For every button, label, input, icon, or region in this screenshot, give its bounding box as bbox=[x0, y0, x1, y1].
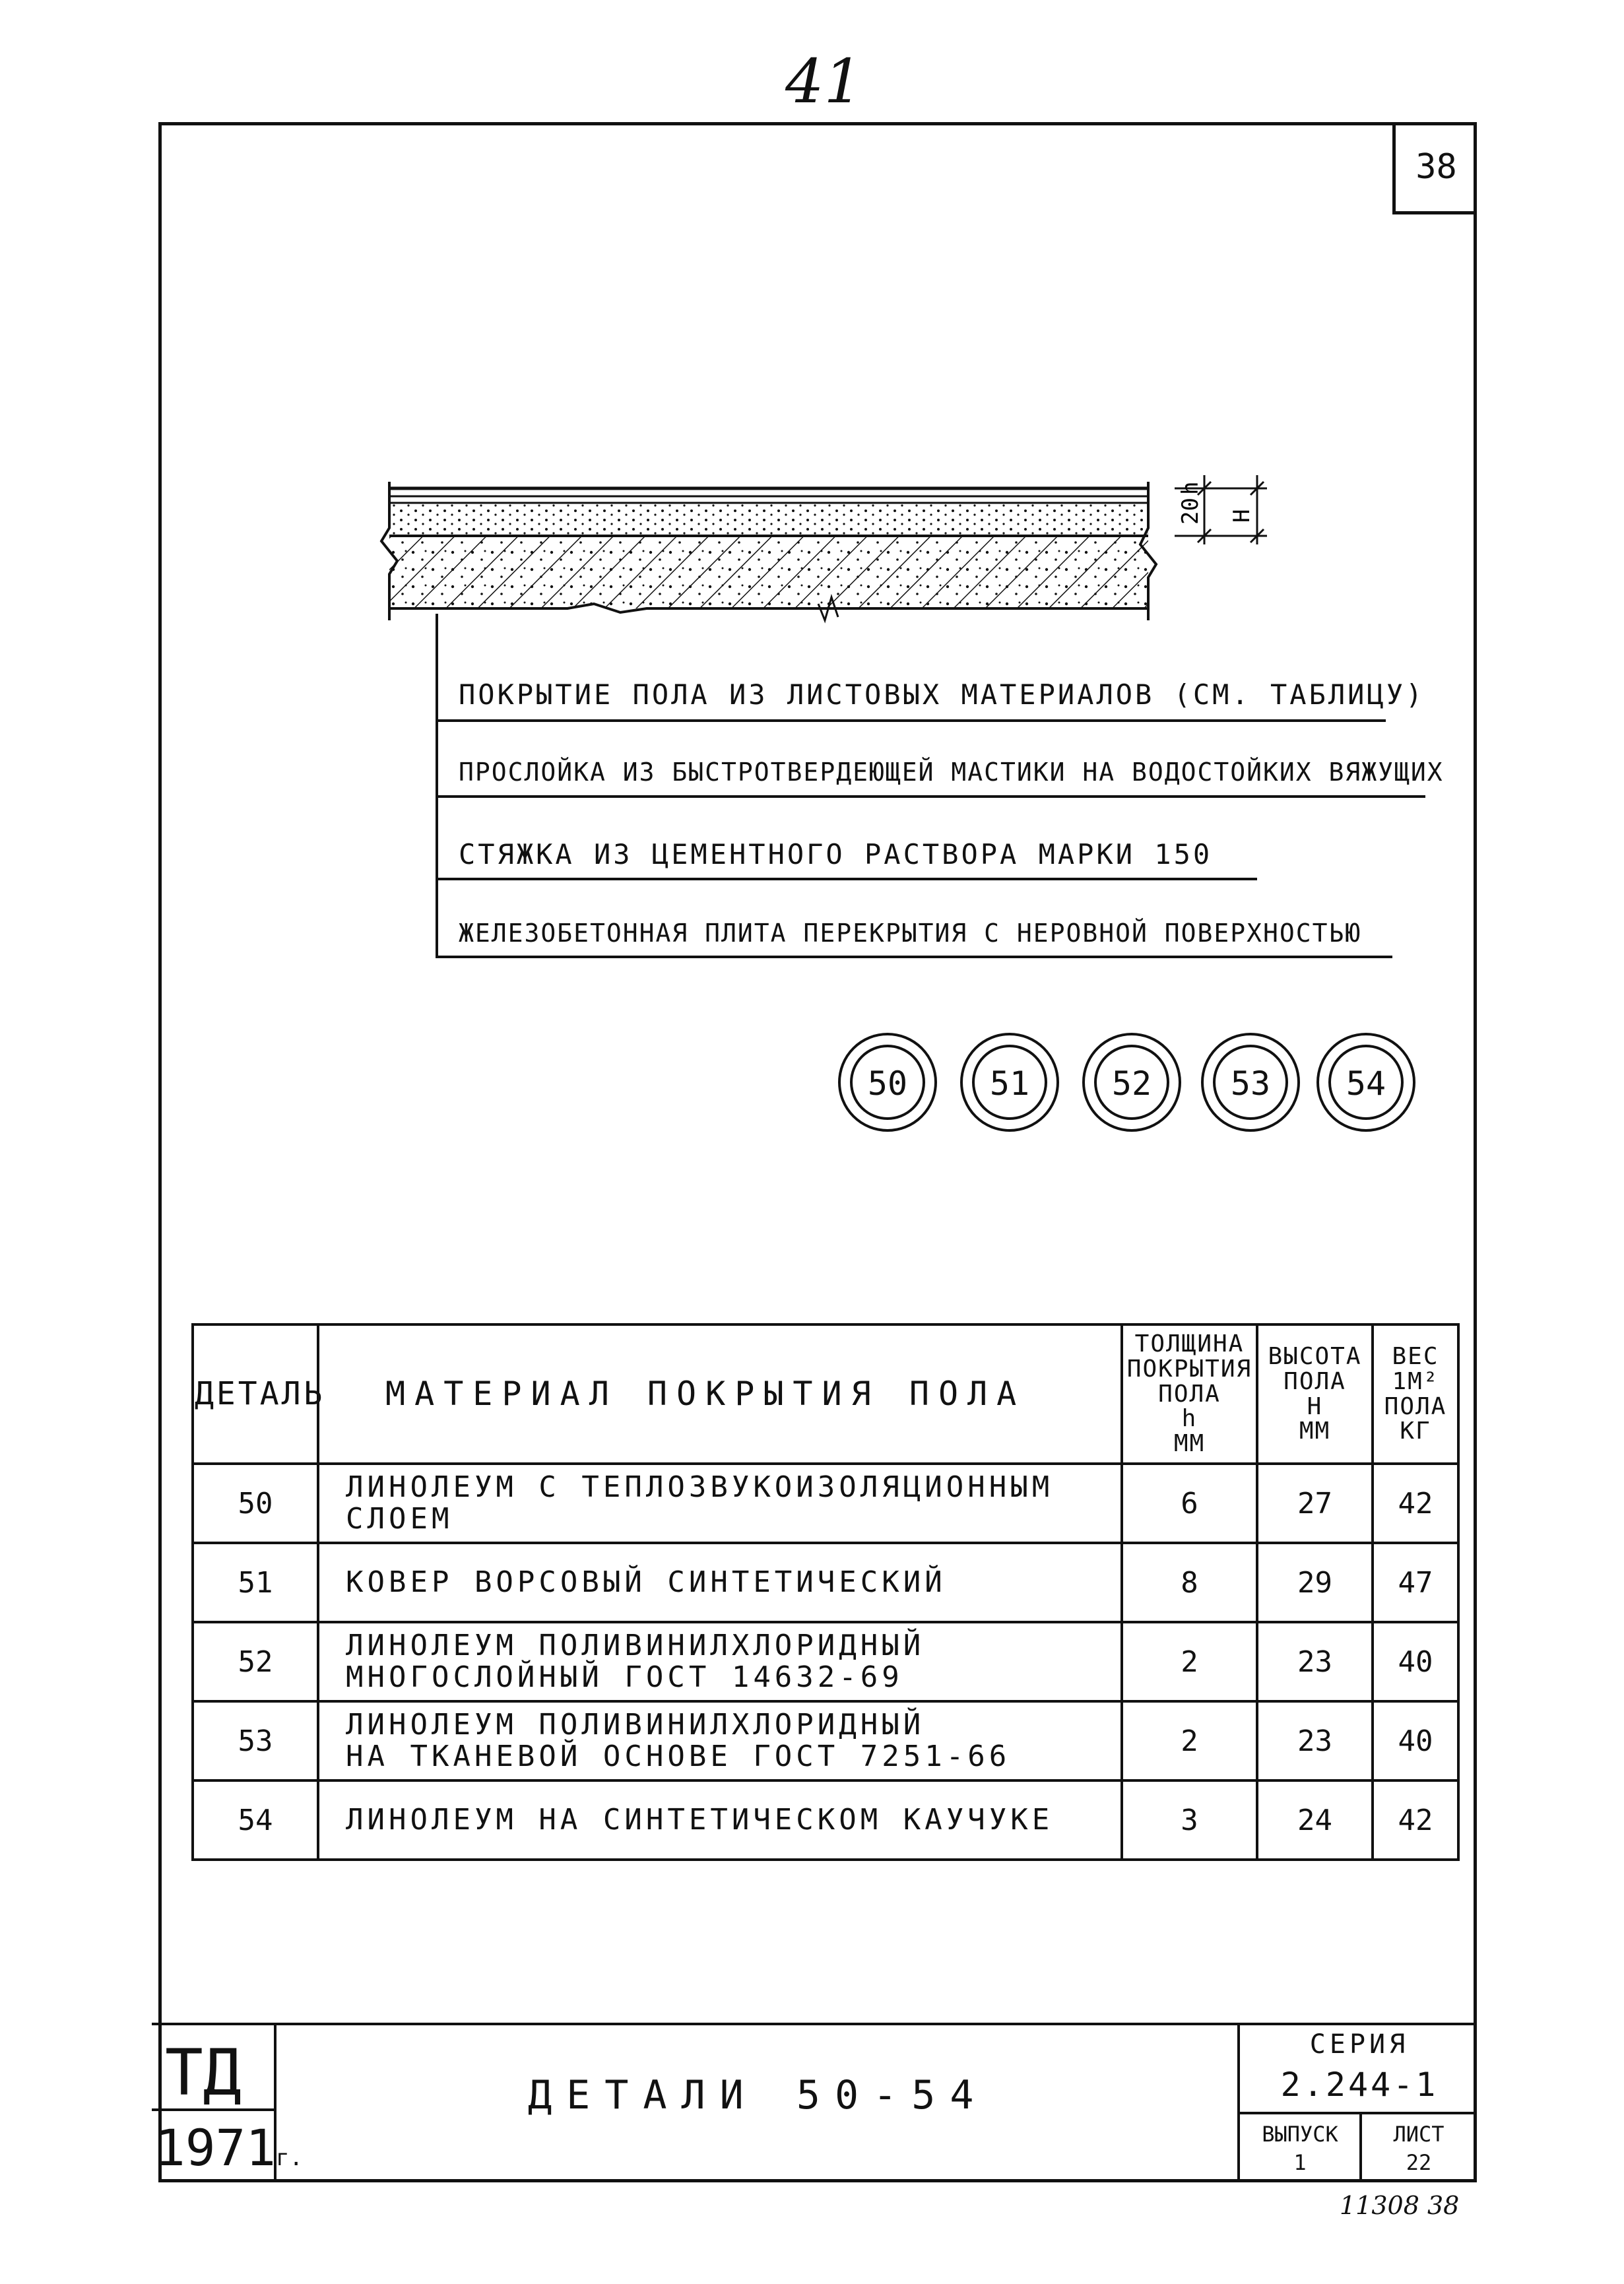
title-block-divider bbox=[1237, 2023, 1240, 2182]
title-block-divider bbox=[1359, 2112, 1362, 2182]
handwritten-page-number: 41 bbox=[785, 46, 863, 117]
cell-height: 23 bbox=[1257, 1701, 1373, 1780]
callout-slab: ЖЕЛЕЗОБЕТОННАЯ ПЛИТА ПЕРЕКРЫТИЯ С НЕРОВНОЙ ПОВЕРХНОСТЬЮ bbox=[459, 919, 1362, 948]
cell-height: 29 bbox=[1257, 1543, 1373, 1622]
header-height: ВЫСОТА ПОЛА H ММ bbox=[1257, 1324, 1373, 1464]
materials-table bbox=[191, 1323, 1460, 1861]
table-header-row bbox=[193, 1324, 1458, 1464]
callout-underline bbox=[436, 795, 1425, 798]
title-block-top-line bbox=[152, 2023, 1477, 2025]
cell-height: 23 bbox=[1257, 1622, 1373, 1701]
cell-detail: 54 bbox=[193, 1780, 318, 1860]
dim-label-h: h bbox=[1177, 481, 1204, 495]
cell-material: ЛИНОЛЕУМ НА СИНТЕТИЧЕСКОМ КАУЧУКЕ bbox=[318, 1780, 1122, 1860]
detail-marker-51: 51 bbox=[960, 1033, 1059, 1132]
callout-underline bbox=[436, 878, 1257, 880]
detail-marker-52: 52 bbox=[1082, 1033, 1181, 1132]
cell-height: 27 bbox=[1257, 1464, 1373, 1543]
cell-thickness: 8 bbox=[1122, 1543, 1257, 1622]
cell-detail: 50 bbox=[193, 1464, 318, 1543]
callout-screed: СТЯЖКА ИЗ ЦЕМЕНТНОГО РАСТВОРА МАРКИ 150 bbox=[459, 838, 1213, 870]
issue-label: ВЫПУСК bbox=[1262, 2122, 1338, 2147]
cell-weight: 42 bbox=[1373, 1780, 1458, 1860]
header-material: МАТЕРИАЛ ПОКРЫТИЯ ПОЛА bbox=[318, 1324, 1122, 1464]
cell-height: 24 bbox=[1257, 1780, 1373, 1860]
callout-covering: ПОКРЫТИЕ ПОЛА ИЗ ЛИСТОВЫХ МАТЕРИАЛОВ (СМ. ТАБЛИЦУ) bbox=[459, 678, 1425, 711]
table-row bbox=[193, 1780, 1458, 1860]
callout-interlayer: ПРОСЛОЙКА ИЗ БЫСТРОТВЕРДЕЮЩЕЙ МАСТИКИ НА ВОДОСТОЙКИХ ВЯЖУЩИХ bbox=[459, 758, 1444, 787]
header-weight: ВЕС 1М² ПОЛА КГ bbox=[1373, 1324, 1458, 1464]
cell-weight: 47 bbox=[1373, 1543, 1458, 1622]
cell-weight: 40 bbox=[1373, 1622, 1458, 1701]
cell-detail: 52 bbox=[193, 1622, 318, 1701]
cell-material: ЛИНОЛЕУМ С ТЕПЛОЗВУКОИЗОЛЯЦИОННЫМ СЛОЕМ bbox=[318, 1464, 1122, 1543]
cell-thickness: 2 bbox=[1122, 1701, 1257, 1780]
footer-note: 11308 38 bbox=[1340, 2191, 1460, 2220]
sheet-value: 22 bbox=[1406, 2150, 1432, 2175]
issue-value: 1 bbox=[1293, 2150, 1307, 2175]
cell-material: КОВЕР ВОРСОВЫЙ СИНТЕТИЧЕСКИЙ bbox=[318, 1543, 1122, 1622]
org-mark: ТД bbox=[165, 2036, 242, 2110]
cell-detail: 53 bbox=[193, 1701, 318, 1780]
floor-section-drawing bbox=[370, 462, 1307, 660]
cell-thickness: 3 bbox=[1122, 1780, 1257, 1860]
cell-weight: 42 bbox=[1373, 1464, 1458, 1543]
header-thickness: ТОЛЩИНА ПОКРЫТИЯ ПОЛА h ММ bbox=[1122, 1324, 1257, 1464]
cell-detail: 51 bbox=[193, 1543, 318, 1622]
drawing-frame bbox=[158, 122, 1477, 2182]
detail-marker-53: 53 bbox=[1201, 1033, 1300, 1132]
table-row bbox=[193, 1543, 1458, 1622]
title-block-divider bbox=[1237, 2112, 1477, 2114]
header-detail: ДЕТАЛЬ bbox=[193, 1324, 318, 1464]
cell-thickness: 2 bbox=[1122, 1622, 1257, 1701]
cell-material: ЛИНОЛЕУМ ПОЛИВИНИЛХЛОРИДНЫЙ НА ТКАНЕВОЙ ОСНОВЕ ГОСТ 7251-66 bbox=[318, 1701, 1122, 1780]
detail-marker-54: 54 bbox=[1316, 1033, 1415, 1132]
dim-label-H: H bbox=[1229, 509, 1255, 523]
callout-underline bbox=[436, 956, 1392, 958]
dim-label-20: 20 bbox=[1177, 498, 1204, 525]
cell-thickness: 6 bbox=[1122, 1464, 1257, 1543]
series-label: СЕРИЯ bbox=[1309, 2029, 1410, 2060]
table-row bbox=[193, 1701, 1458, 1780]
callout-underline bbox=[436, 719, 1386, 722]
table-row bbox=[193, 1622, 1458, 1701]
sheet-corner-number: 38 bbox=[1415, 147, 1457, 187]
drawing-title: ДЕТАЛИ 50-54 bbox=[528, 2072, 989, 2118]
cell-weight: 40 bbox=[1373, 1701, 1458, 1780]
sheet-label: ЛИСТ bbox=[1393, 2122, 1445, 2147]
sheet-corner-box bbox=[1392, 122, 1477, 214]
detail-marker-50: 50 bbox=[838, 1033, 937, 1132]
series-value: 2.244-1 bbox=[1280, 2066, 1439, 2104]
callout-leader-line bbox=[436, 614, 438, 957]
year: 1971г. bbox=[155, 2118, 303, 2177]
cell-material: ЛИНОЛЕУМ ПОЛИВИНИЛХЛОРИДНЫЙ МНОГОСЛОЙНЫЙ ГОСТ 14632-69 bbox=[318, 1622, 1122, 1701]
table-row bbox=[193, 1464, 1458, 1543]
